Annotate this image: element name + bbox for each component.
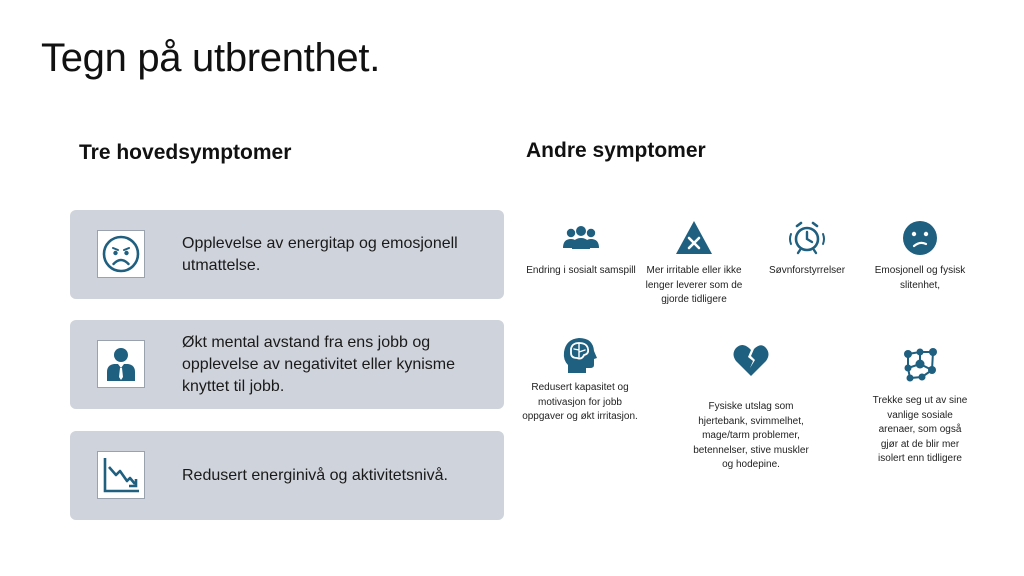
- sad-face-icon: [97, 230, 145, 278]
- main-symptom-card: [70, 210, 504, 299]
- main-symptom-text: Opplevelse av energitap og emosjonell utmattelse.: [182, 234, 458, 274]
- alarm-clock-icon: [787, 218, 827, 258]
- page-title: Tegn på utbrenthet.: [41, 36, 381, 80]
- worried-face-icon: [900, 218, 940, 258]
- other-symptom-item: [521, 218, 641, 279]
- other-symptom-item: [860, 344, 980, 467]
- group-people-icon: [561, 218, 601, 258]
- other-symptom-item: [691, 340, 811, 473]
- head-brain-icon: [560, 335, 600, 375]
- main-symptom-text: Økt mental avstand fra ens jobb og opplevelse av negativitet eller kynisme knyttet til jobb.: [182, 333, 456, 395]
- other-symptom-item: [747, 218, 867, 279]
- main-symptoms-heading: Tre hovedsymptomer: [79, 141, 292, 164]
- main-symptom-card: [70, 431, 504, 520]
- other-symptom-item: [634, 218, 754, 308]
- warning-cross-icon: [674, 218, 714, 258]
- other-symptom-label: Redusert kapasitet og motivasjon for jobb oppgaver og økt irritasjon.: [522, 382, 638, 422]
- other-symptom-label: Mer irritable eller ikke lenger leverer som de gjorde tidligere: [645, 265, 743, 305]
- other-symptom-item: [860, 218, 980, 293]
- other-symptom-label: Endring i sosialt samspill: [526, 265, 636, 276]
- downward-trend-chart-icon: [97, 451, 145, 499]
- other-symptoms-heading: Andre symptomer: [526, 139, 706, 162]
- main-symptom-card: [70, 320, 504, 409]
- network-nodes-icon: [900, 344, 940, 384]
- other-symptom-label: Trekke seg ut av sine vanlige sosiale arenaer, som også gjør at de blir mer isolert enn tidligere: [872, 395, 968, 464]
- broken-heart-icon: [731, 340, 771, 380]
- other-symptom-item: [520, 335, 640, 425]
- other-symptom-label: Emosjonell og fysisk slitenhet,: [874, 265, 966, 291]
- main-symptom-text: Redusert energinivå og aktivitetsnivå.: [182, 466, 448, 484]
- other-symptom-label: Søvnforstyrrelser: [768, 265, 846, 276]
- businessman-icon: [97, 340, 145, 388]
- other-symptom-label: Fysiske utslag som hjertebank, svimmelhet, mage/tarm problemer, betennelser, stive muskler og hodepine.: [693, 401, 809, 470]
